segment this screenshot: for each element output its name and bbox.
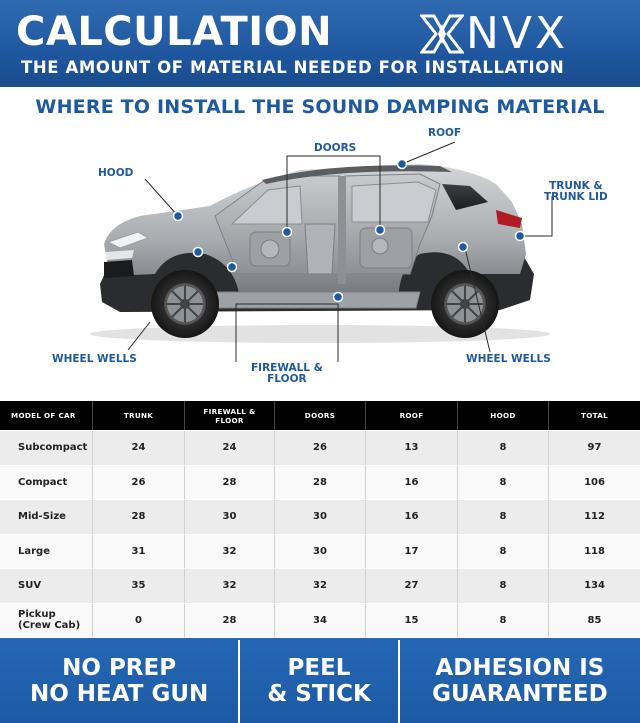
callout-wheel-wells-left: WHEEL WELLS xyxy=(52,353,137,365)
footer-adhesion: ADHESION IS GUARANTEED xyxy=(432,654,608,707)
cell-firewall: 28 xyxy=(185,604,275,638)
cell-firewall: 30 xyxy=(185,500,275,534)
cell-trunk: 24 xyxy=(93,431,185,465)
callout-trunk: TRUNK & TRUNK LID xyxy=(544,180,608,203)
cell-doors: 34 xyxy=(275,604,366,638)
brand-logo xyxy=(420,8,620,59)
cell-firewall: 32 xyxy=(185,569,275,603)
cell-model: Compact xyxy=(0,466,93,500)
cell-firewall: 24 xyxy=(185,431,275,465)
page-subtitle: THE AMOUNT OF MATERIAL NEEDED FOR INSTALLATION xyxy=(21,58,565,77)
cell-total: 134 xyxy=(584,580,605,592)
table-row xyxy=(0,603,640,638)
page-title: CALCULATION xyxy=(16,9,333,55)
cell-doors: 26 xyxy=(275,431,366,465)
cell-doors: 32 xyxy=(275,569,366,603)
cell-total: 106 xyxy=(584,476,605,488)
cell-trunk: 0 xyxy=(93,604,185,638)
col-header-doors: DOORS xyxy=(275,401,366,430)
cell-model: Mid-Size xyxy=(0,500,93,534)
cell-roof: 27 xyxy=(366,569,458,603)
callout-doors: DOORS xyxy=(314,142,357,154)
table-header-row xyxy=(0,401,640,430)
cell-model: Pickup (Crew Cab) xyxy=(0,604,93,638)
cell-hood: 8 xyxy=(458,604,549,638)
cell-roof: 16 xyxy=(366,466,458,500)
col-header-roof: ROOF xyxy=(366,401,458,430)
cell-trunk: 28 xyxy=(93,500,185,534)
callout-wheel-wells-right: WHEEL WELLS xyxy=(466,353,551,365)
col-header-firewall: FIREWALL & FLOOR xyxy=(185,401,275,430)
col-header-model: MODEL OF CAR xyxy=(0,401,93,430)
cell-hood: 8 xyxy=(458,569,549,603)
cell-trunk: 35 xyxy=(93,569,185,603)
callout-hood: HOOD xyxy=(98,167,134,179)
car-diagram xyxy=(0,124,640,394)
cell-firewall: 32 xyxy=(185,535,275,569)
footer-no-prep: NO PREP NO HEAT GUN xyxy=(29,654,209,707)
material-table xyxy=(0,401,640,637)
cell-hood: 8 xyxy=(458,431,549,465)
cell-hood: 8 xyxy=(458,466,549,500)
cell-total: 118 xyxy=(584,545,605,557)
table-row xyxy=(0,430,640,465)
section-title: WHERE TO INSTALL THE SOUND DAMPING MATERIAL xyxy=(35,96,605,118)
cell-firewall: 28 xyxy=(185,466,275,500)
col-header-total: TOTAL xyxy=(581,411,608,420)
callout-firewall-floor: FIREWALL & FLOOR xyxy=(251,362,323,385)
cell-hood: 8 xyxy=(458,500,549,534)
nvx-mark-icon xyxy=(420,12,464,56)
cell-model: SUV xyxy=(0,569,93,603)
col-header-hood: HOOD xyxy=(458,401,549,430)
table-row xyxy=(0,499,640,534)
cell-trunk: 26 xyxy=(93,466,185,500)
col-header-trunk: TRUNK xyxy=(93,401,185,430)
cell-roof: 17 xyxy=(366,535,458,569)
cell-doors: 30 xyxy=(275,535,366,569)
brand-name: NVX xyxy=(466,8,569,59)
footer-banner xyxy=(0,638,640,723)
cell-total: 112 xyxy=(584,511,605,523)
cell-roof: 16 xyxy=(366,500,458,534)
cell-model: Subcompact xyxy=(0,431,93,465)
cell-hood: 8 xyxy=(458,535,549,569)
cell-doors: 28 xyxy=(275,466,366,500)
cell-total: 85 xyxy=(587,614,602,626)
cell-model: Large xyxy=(0,535,93,569)
table-row xyxy=(0,568,640,603)
cell-roof: 13 xyxy=(366,431,458,465)
cell-doors: 30 xyxy=(275,500,366,534)
cell-total: 97 xyxy=(587,442,602,454)
cell-trunk: 31 xyxy=(93,535,185,569)
header-banner xyxy=(0,0,640,87)
table-row xyxy=(0,465,640,500)
table-row xyxy=(0,534,640,569)
callout-roof: ROOF xyxy=(428,127,462,139)
cell-roof: 15 xyxy=(366,604,458,638)
footer-peel-stick: PEEL & STICK xyxy=(267,654,371,707)
